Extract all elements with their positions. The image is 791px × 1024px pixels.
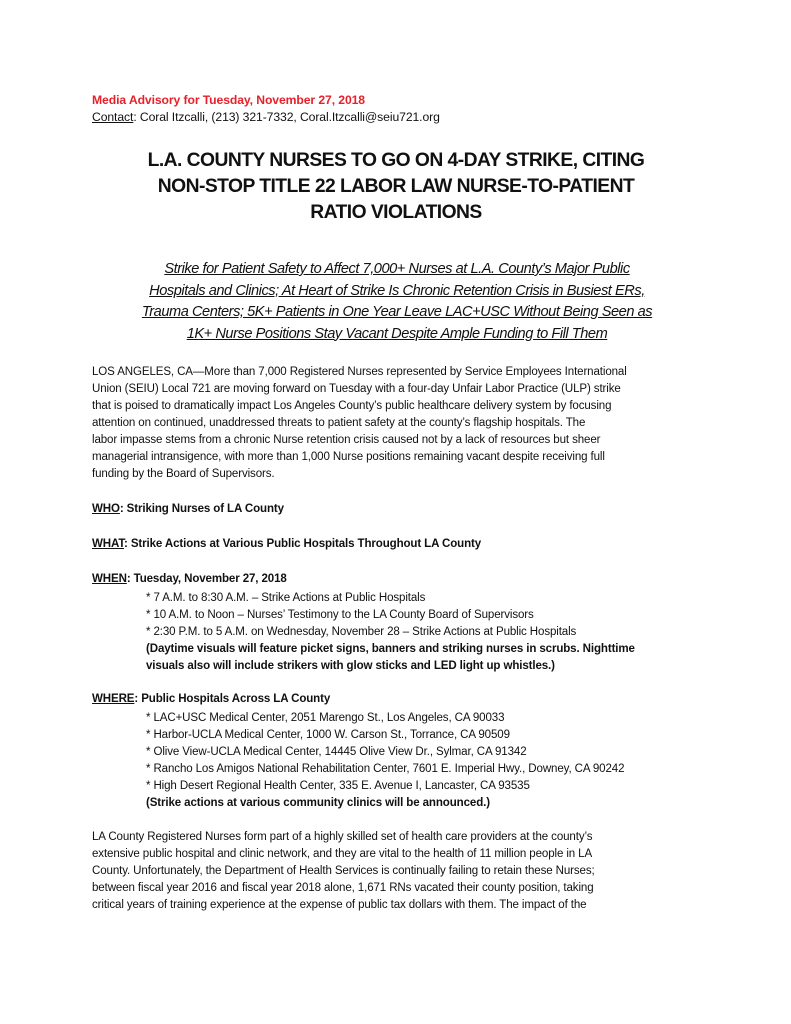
schedule-item: * 10 A.M. to Noon – Nurses’ Testimony to the LA County Board of Supervisors xyxy=(146,609,534,622)
subheadline-line: Trauma Centers; 5K+ Patients in One Year Leave LAC+USC Without Being Seen as xyxy=(141,304,653,320)
where-value: : Public Hospitals Across LA County xyxy=(134,693,331,705)
subheadline-line: Hospitals and Clinics; At Heart of Strike Is Chronic Retention Crisis in Busiest ERs, xyxy=(149,282,645,299)
closing-line: between fiscal year 2016 and fiscal year 2018 alone, 1,671 RNs vacated their county position, taking xyxy=(92,882,594,895)
who-value: : Striking Nurses of LA County xyxy=(119,503,284,515)
closing-line: LA County Registered Nurses form part of a highly skilled set of health care providers at the county’s xyxy=(92,831,593,843)
visuals-note-line: visuals also will include strikers with glow sticks and LED light up whistles.) xyxy=(146,660,555,673)
location-item: * High Desert Regional Health Center, 335 E. Avenue I, Lancaster, CA 93535 xyxy=(146,780,530,793)
media-advisory-date: Media Advisory for Tuesday, November 27, 2018 xyxy=(92,93,365,107)
intro-line: that is poised to dramatically impact Los Angeles County’s public healthcare delivery system by focusing xyxy=(92,400,612,413)
subheadline-line: 1K+ Nurse Positions Stay Vacant Despite Ample Funding to Fill Them xyxy=(186,325,608,342)
when-value: : Tuesday, November 27, 2018 xyxy=(126,573,287,585)
schedule-item: * 2:30 P.M. to 5 A.M. on Wednesday, November 28 – Strike Actions at Public Hospitals xyxy=(146,626,577,639)
intro-line: managerial intransigence, with more than 1,000 Nurse positions remaining vacant despite receiving full xyxy=(92,451,605,464)
intro-line: LOS ANGELES, CA—More than 7,000 Registered Nurses represented by Service Employees International xyxy=(92,366,627,378)
intro-line: Union (SEIU) Local 721 are moving forward on Tuesday with a four-day Unfair Labor Practice (ULP) strike xyxy=(92,383,621,396)
where-location-list xyxy=(146,710,624,812)
intro-line: labor impasse stems from a chronic Nurse retention crisis caused not by a lack of resources but sheer xyxy=(92,434,601,447)
who-label: WHO xyxy=(92,503,120,515)
location-item: * LAC+USC Medical Center, 2051 Marengo St., Los Angeles, CA 90033 xyxy=(146,712,505,724)
where-row xyxy=(92,693,330,705)
headline-line: L.A. COUNTY NURSES TO GO ON 4-DAY STRIKE, CITING xyxy=(147,150,645,171)
subheadline-line: Strike for Patient Safety to Affect 7,000+ Nurses at L.A. County’s Major Public xyxy=(164,261,630,277)
headline xyxy=(90,148,702,226)
headline-line: NON-STOP TITLE 22 LABOR LAW NURSE-TO-PATIENT xyxy=(157,176,635,197)
closing-line: County. Unfortunately, the Department of Health Services is continually failing to retain these Nurses; xyxy=(92,865,595,878)
contact-label: Contact xyxy=(92,110,134,124)
where-label: WHERE xyxy=(92,693,135,705)
intro-line: attention on continued, unaddressed threats to patient safety at the county’s flagship hospitals. The xyxy=(92,417,586,430)
closing-paragraph xyxy=(92,829,707,914)
what-label: WHAT xyxy=(92,538,125,550)
when-label: WHEN xyxy=(92,573,127,585)
location-item: * Harbor-UCLA Medical Center, 1000 W. Carson St., Torrance, CA 90509 xyxy=(146,729,510,742)
who-row xyxy=(92,503,284,515)
schedule-item: * 7 A.M. to 8:30 A.M. – Strike Actions at Public Hospitals xyxy=(146,592,426,604)
subheadline xyxy=(88,259,706,345)
visuals-note-line: (Daytime visuals will feature picket signs, banners and striking nurses in scrubs. Nighttime xyxy=(146,643,635,656)
what-value: : Strike Actions at Various Public Hospitals Throughout LA County xyxy=(124,538,482,550)
when-schedule-list xyxy=(146,590,635,675)
closing-line: critical years of training experience at the expense of public tax dollars with them. The impact of the xyxy=(92,899,587,912)
what-row xyxy=(92,538,481,550)
intro-line: funding by the Board of Supervisors. xyxy=(92,468,275,481)
intro-paragraph xyxy=(92,364,707,483)
contact-line xyxy=(92,110,440,124)
clinics-note: (Strike actions at various community clinics will be announced.) xyxy=(146,797,490,810)
headline-line: RATIO VIOLATIONS xyxy=(310,202,482,223)
location-item: * Olive View-UCLA Medical Center, 14445 Olive View Dr., Sylmar, CA 91342 xyxy=(146,746,527,759)
location-item: * Rancho Los Amigos National Rehabilitation Center, 7601 E. Imperial Hwy., Downey, CA 90242 xyxy=(146,763,625,776)
contact-details: : Coral Itzcalli, (213) 321-7332, Coral.Itzcalli@seiu721.org xyxy=(133,110,440,124)
closing-line: extensive public hospital and clinic network, and they are vital to the health of 11 million people in LA xyxy=(92,848,593,861)
when-row xyxy=(92,573,287,585)
